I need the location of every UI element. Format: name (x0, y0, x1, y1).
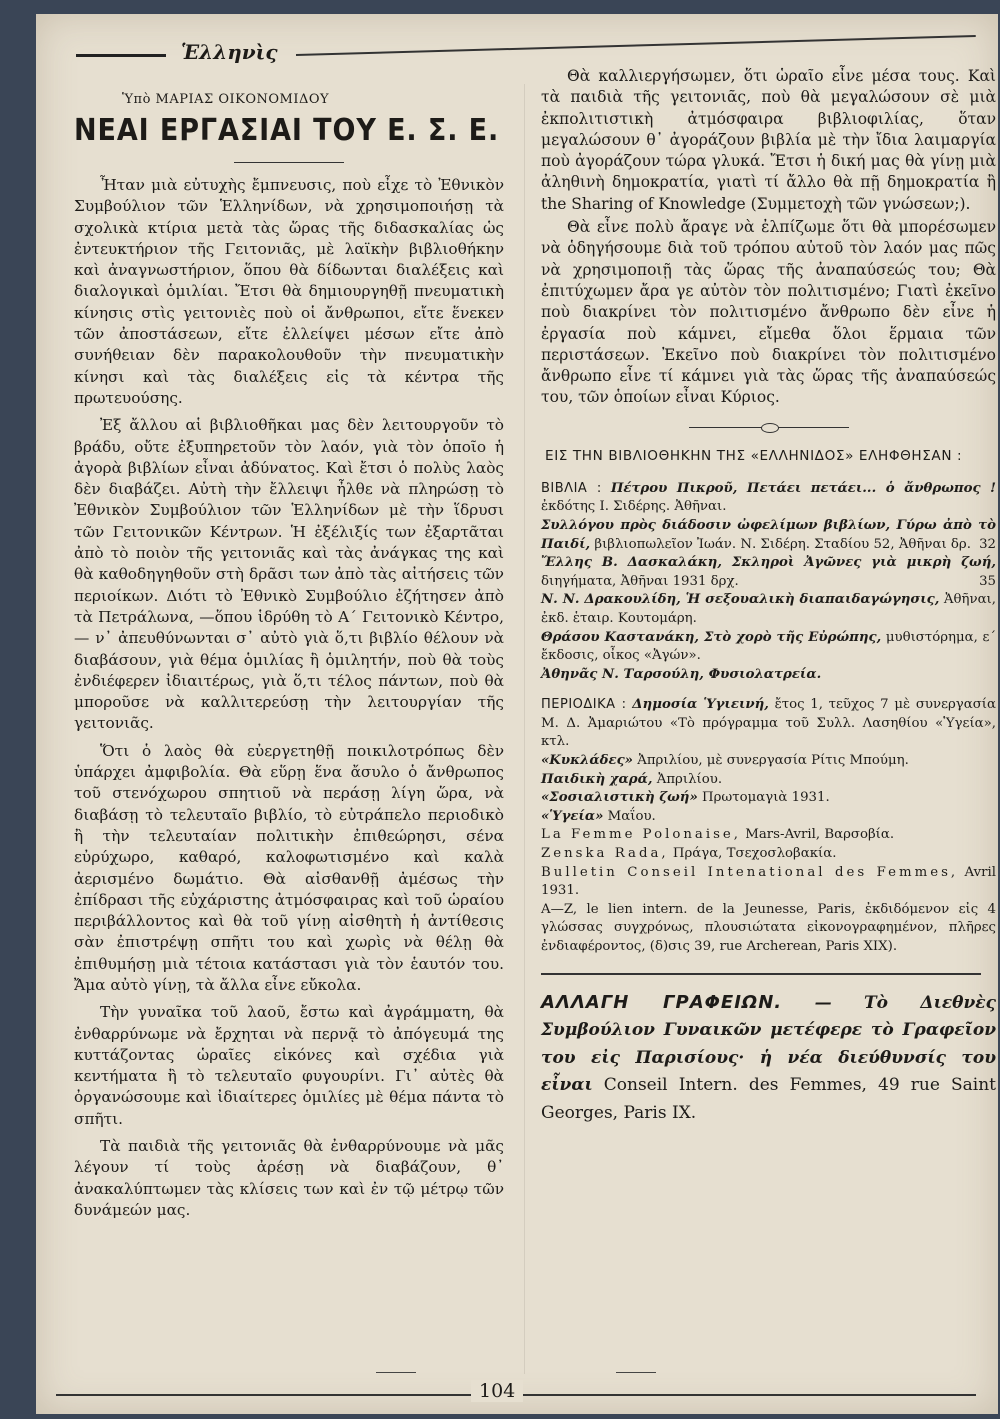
periodical-title: «Κυκλάδες» (541, 753, 633, 769)
periodical-title: «Ὑγεία» (541, 808, 604, 824)
periodical-details: Avril 1931. (541, 864, 996, 899)
magazine-title: Ἑλληνὶς (181, 40, 278, 64)
periodical-entry (541, 826, 996, 845)
books-list (541, 480, 996, 685)
book-entry (541, 554, 996, 591)
book-entry (541, 666, 996, 685)
book-price: 32 (979, 536, 996, 552)
header-rule-right (296, 35, 976, 56)
article-paragraph: Θὰ καλλιεργήσωμεν, ὅτι ὡραῖο εἶνε μέσα τους. Καὶ τὰ παιδιὰ τῆς γειτονιᾶς, ποὺ θὰ μεγαλώσουν σὲ μιὰ ἐκπολιτιστικὴ ἀτμόσφαιρα βιβλιοφιλίας, ὅταν μεγαλώσουν θ᾿ ἀγοράζουν βιβλία μὲ τὴν ἴδια λαιμαργία ποὺ ἀγοράζουν τώρα γλυκά. Ἔτσι ἡ δική μας θὰ γίνῃ μιὰ ἀληθινὴ δημοκρατία, γιατὶ τί ἄλλο θὰ πῇ δημοκρατία ἢ the Sharing of Knowledge (Συμμετοχὴ τῶν γνώσεων;). (541, 67, 996, 213)
article-headline: ΝΕΑΙ ΕΡΓΑΣΙΑΙ ΤΟΥ Ε. Σ. Ε. (74, 113, 500, 148)
article-paragraph: Ὅτι ὁ λαὸς θὰ εὐεργετηθῇ ποικιλοτρόπως δὲν ὑπάρχει ἀμφιβολία. Θὰ εὕρῃ ἕνα ἄσυλο ὁ ἄνθρωπος τοῦ στενόχωρου σπητιοῦ νὰ περάσῃ λίγη ὥρα, νὰ διαβάσῃ τὸ τελευταῖο βιβλίο, τὸ εὐτράπελο περιοδικὸ ἢ τὴν τελευταίαν πολιτικὴν ἐπιθεώρησι, σένα εὐρύχωρο, καθαρό, καλοφωτισμένο καὶ καλὰ ἀερισμένο δωμάτιο. Θὰ αἰσθανθῇ ἀμέσως τὴν ἐπίδρασι τῆς εὐχάριστης ἀτμόσφαιρας καὶ τοῦ ὡραίου περιβάλλοντος καὶ θὰ τοῦ γίνῃ αἰσθητὴ ἡ ἀντίθεσις σὰν ἐπιστρέψῃ σπῆτι του καὶ χωρὶς νὰ θέλῃ θὰ ἐπιθυμήσῃ μιὰ τέτοια κατάστασι γιὰ τὸν ἑαυτόν του. Ἄμα αὐτὸ γίνῃ, τὰ ἄλλα εἶνε εὔκολα. (74, 741, 504, 994)
periodical-details: Mars-Avril, Βαρσοβία. (741, 827, 895, 843)
article-continuation (541, 66, 996, 409)
article-byline: Ὑπὸ ΜΑΡΙΑΣ ΟΙΚΟΝΟΜΙΔΟΥ (122, 92, 330, 107)
periodical-entry (541, 771, 996, 790)
books-label: ΒΙΒΛΙΑ : (541, 480, 602, 496)
periodical-details: Μαΐου. (603, 808, 656, 824)
article-column-right (541, 66, 996, 1127)
periodical-title: Bulletin Conseil Intenational des Femmes, (541, 864, 959, 880)
book-details: ἐκδότης Ι. Σιδέρης. Ἀθῆναι. (541, 499, 727, 515)
periodical-title: Zenska Rada, (541, 846, 669, 862)
periodical-details: Ἀπριλίου. (652, 771, 723, 787)
headline-divider (234, 162, 344, 163)
book-details: Ἀθῆναι, ἐκδ. ἑταιρ. Κουτομάρη. (541, 592, 996, 626)
book-price: 35 (979, 573, 996, 589)
periodical-entry (541, 864, 996, 901)
article-paragraph: Ἦταν μιὰ εὐτυχὴς ἔμπνευσις, ποὺ εἶχε τὸ Ἐθνικὸν Συμβούλιον τῶν Ἑλληνίδων, νὰ χρησιμοποιήσῃ τὰ σχολικὰ κτίρια μετὰ τὰς ὥρας τῆς διδασκαλίας ὡς ἐντευκτήριον τῆς Γειτονιᾶς, μὲ λαϊκὴν βιβλιοθήκην καὶ ἀναγνωστήριον, ὅπου θὰ δίδωνται διαλέξεις καὶ διαλογικαὶ ὁμιλίαι. Ἔτσι θὰ δημιουργηθῇ πνευματικὴ κίνησις στὶς γειτονιὲς ποὺ οἱ ἄνθρωποι, εἴτε ἕνεκεν τῶν ἀποστάσεων, εἴτε ἐλλείψει μέσων εἴτε ἀπὸ συνήθειαν δὲν παρακολουθοῦν τὴν πνευματικὴν κίνησι καὶ τὰς διαλέξεις εἰς τὰ κέντρα τῆς πρωτευούσης. (74, 176, 504, 407)
article-paragraph: Τὴν γυναῖκα τοῦ λαοῦ, ἔστω καὶ ἀγράμματη, θὰ ἐνθαρρύνωμε νὰ ἔρχηται νὰ περνᾷ τὸ ἀπόγευμά της κυττάζοντας ὡραῖες εἰκόνες καὶ σχέδια γιὰ κεντήματα ἢ τὸ τελευταῖο φυγουρίνι. Γι᾿ αὐτὲς θὰ ὀργανώσουμε καὶ ἰδιαίτερες ὁμιλίες μὲ θέμα πάντα τὸ σπῆτι. (74, 1003, 504, 1128)
footer-ornament (376, 1372, 416, 1373)
periodical-details: Πράγα, Τσεχοσλοβακία. (668, 846, 837, 862)
book-entry (541, 591, 996, 628)
book-title: Πέτρου Πικροῦ, Πετάει πετάει... ὁ ἄνθρωπος ! (610, 480, 996, 496)
book-title: Συλλόγου πρὸς διάδοσιν ὠφελίμων βιβλίων, Γύρω ἀπὸ τὸ Παιδί, (541, 517, 996, 552)
periodical-details: ἔτος 1, τεῦχος 7 μὲ συνεργασία Μ. Δ. Ἀμαριώτου «Τὸ πρόγραμμα τοῦ Συλλ. Λασηθίου «Ὑγεία», κτλ. (541, 697, 996, 750)
notice-title: ΑΛΛΑΓΗ ΓΡΑΦΕΙΩΝ. (541, 991, 783, 1013)
article-paragraph: Ἐξ ἄλλου αἱ βιβλιοθῆκαι μας δὲν λειτουργοῦν τὸ βράδυ, οὔτε ἐξυπηρετοῦν τὸν λαόν, γιὰ τὸν ὁποῖο ἡ ἀγορὰ βιβλίων εἶναι ἀδύνατος. Καὶ ἔτσι ὁ πολὺς λαὸς δὲν διαβάζει. Αὐτὴ τὴν ἔλλειψι ἦλθε νὰ πληρώσῃ τὸ Ἐθνικὸν Συμβούλιον τῶν Ἑλληνίδων μὲ τὴν ἵδρυσι τῶν Γειτονικῶν Κέντρων. Ἡ ἐξέλιξίς των ἐξαρτᾶται ἀπὸ τὸ ποιὸν τῆς γειτονιᾶς καὶ τὰς ἀνάγκας της καὶ θὰ καθοδηγηθοῦν στὴ δρᾶσι των ἀπὸ τὰς αἰτήσεις τῶν περιοίκων. Διότι τὸ Ἐθνικὸ Συμβούλιο ἐζήτησεν ἀπὸ τὰ Πετράλωνα, —ὅπου ἱδρύθη τὸ Α΄ Γειτονικὸ Κέντρο, — ν᾿ ἀπευθύνωνται σ᾿ αὐτὸ γιὰ ὅ,τι βιβλίο θέλουν νὰ διαβάσουν, γιὰ θέμα ὁμιλίας ἢ ὁμιλητήν, ποὺ θὰ τοὺς ἐνδιέφερεν ἰδιαιτέρως, γιὰ ὅ,τι τέλος πάντων, ποὺ θὰ μποροῦσε νὰ καλλιτερεύσῃ τὴν λειτουργίαν τῆς γειτονιᾶς. (74, 416, 504, 733)
notice-divider (541, 973, 981, 975)
periodicals-label: ΠΕΡΙΟΔΙΚΑ : (541, 697, 627, 713)
periodical-entry (541, 845, 996, 864)
notice-bold-text: — Τὸ Διεθνὲς Συμβούλιον Γυναικῶν μετέφερε τὸ Γραφεῖον του εἰς Παρισίους· ἡ νέα διεύθυνσίς του εἶναι (541, 992, 996, 1096)
book-details: βιβλιοπωλεῖον Ἰωάν. Ν. Σιδέρη. Σταδίου 52, Ἀθῆναι δρ. (590, 536, 971, 552)
article-paragraph: Θὰ εἶνε πολὺ ἄραγε νὰ ἐλπίζωμε ὅτι θὰ μπορέσωμεν νὰ ὁδηγήσουμε διὰ τοῦ τρόπου αὐτοῦ τὸν λαόν μας πῶς νὰ χρησιμοποιῇ τὰς ὥρας τῆς ἀναπαύσεώς του; Θὰ ἐπιτύχωμεν ἄρα γε αὐτὸν τὸν πολιτισμένο; Γιατὶ ἐκεῖνο ποὺ διακρίνει τὸν πολιτισμένο ἄνθρωπο δὲν εἶνε ἡ ἐργασία ποὺ κάμνει, εἴμεθα ὅλοι ἕρμαια τῶν περιστάσεων. Ἐκεῖνο ποὺ διακρίνει τὸν πολιτισμένο ἄνθρωπο εἶνε τί κάμνει γιὰ τὰς ὥρας τῆς ἀναπαύσεώς του, τῶν ὁποίων εἶναι Κύριος. (541, 218, 996, 407)
book-details: διηγήματα, Ἀθῆναι 1931 δρχ. (541, 573, 739, 589)
page-footer (56, 1378, 976, 1408)
library-heading: ΕΙΣ ΤΗΝ ΒΙΒΛΙΟΘΗΚΗΝ ΤΗΣ «ΕΛΛΗΝΙΔΟΣ» ΕΛΗΦΘΗΣΑΝ : (545, 447, 963, 464)
header-rule-left (76, 54, 166, 57)
periodical-entry (541, 901, 996, 957)
periodical-entry (541, 752, 996, 771)
periodical-entry (541, 789, 996, 808)
periodical-title: La Femme Polonaise, (541, 827, 741, 843)
article-column-left (74, 92, 504, 1227)
book-entry (541, 517, 996, 554)
book-title: Ἀθηνᾶς Ν. Ταρσούλη, Φυσιολατρεία. (541, 666, 822, 682)
article-paragraph: Τὰ παιδιὰ τῆς γειτονιᾶς θὰ ἐνθαρρύνουμε νὰ μᾶς λέγουν τί τοὺς ἀρέσῃ νὰ διαβάζουν, θ᾿ ἀνακαλύπτωμεν τὰς κλίσεις των καὶ ἐν τῷ μέτρῳ τῶν δυνάμεών μας. (74, 1137, 504, 1219)
periodical-title: «Σοσιαλιστικὴ ζωή» (541, 790, 698, 806)
notice-address: Conseil Intern. des Femmes, 49 rue Saint Georges, Paris IX. (541, 1075, 996, 1123)
periodical-title: Δημοσία Ὑγιεινή, (632, 697, 769, 713)
book-title: Θράσου Καστανάκη, Στὸ χορὸ τῆς Εὐρώπης, (541, 629, 882, 645)
periodical-details: A—Z, le lien intern. de la Jeunesse, Paris, ἐκδιδόμενον εἰς 4 γλώσσας συγχρόνως, πλουσιώτατα εἰκονογραφημένον, πλῆρες ἐνδιαφέροντος, (δ)σις 39, rue Archerean, Paris XIX). (541, 901, 996, 954)
periodical-entry (541, 696, 996, 752)
page-number: 104 (471, 1380, 523, 1402)
periodicals-list (541, 696, 996, 956)
ornament-divider (689, 427, 849, 428)
periodical-title: Παιδικὴ χαρά, (541, 771, 653, 787)
book-title: Ν. Ν. Δρακουλίδη, Ἡ σεξουαλικὴ διαπαιδαγώγησις, (541, 592, 940, 608)
footer-ornament (616, 1372, 656, 1373)
magazine-page (36, 14, 998, 1414)
periodical-details: Πρωτομαγιὰ 1931. (697, 790, 830, 806)
book-title: Ἔλλης Β. Δασκαλάκη, Σκληροὶ Ἀγῶνες γιὰ μικρὴ ζωή, (541, 555, 996, 571)
book-entry (541, 629, 996, 666)
periodical-entry (541, 808, 996, 827)
article-body (74, 175, 504, 1221)
periodical-details: Ἀπριλίου, μὲ συνεργασία Ρίτις Μπούμη. (632, 753, 909, 769)
book-details: μυθιστόρημα, ε΄ ἔκδοσις, οἶκος «Ἀγών». (541, 629, 996, 664)
office-change-notice (541, 989, 996, 1128)
column-separator (524, 84, 525, 1374)
book-entry (541, 480, 996, 517)
